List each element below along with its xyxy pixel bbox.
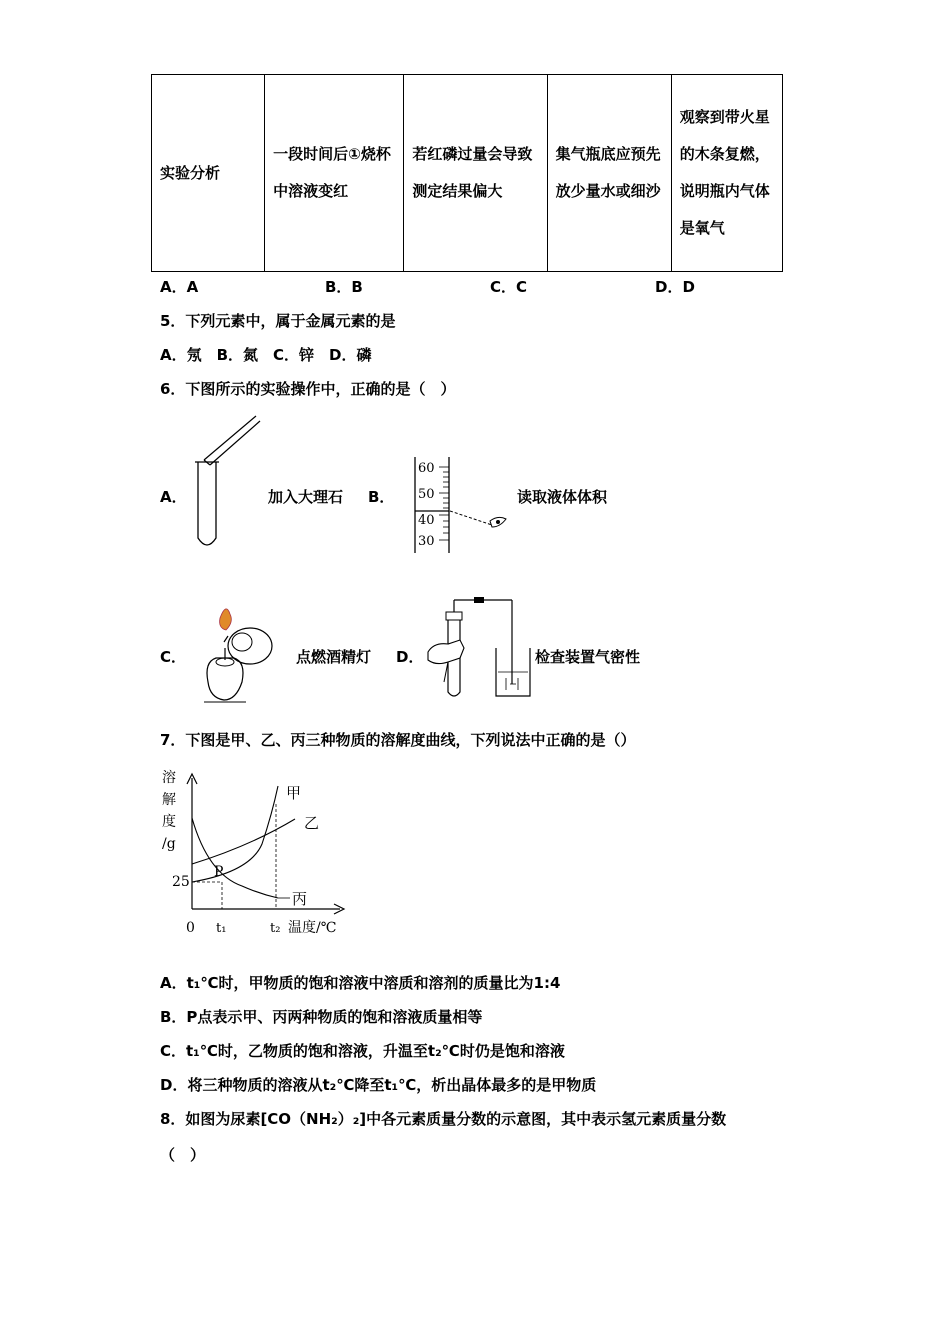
flame-icon [220,609,232,630]
ylabel-char-3: 度 [162,814,176,830]
table-row-label: 实验分析 [152,75,265,272]
q8-paren: （ ） [160,1146,206,1164]
legend-jia: 甲 [286,784,302,802]
q6-option-d-text: 检查装置气密性 [535,648,641,666]
experiment-table [151,74,783,272]
x-tick-t2: t₂ [270,921,281,936]
table-cell-a: 一段时间后①烧杯中溶液变红 [265,75,404,272]
airtightness-figure [424,592,534,704]
tick-40: 40 [418,513,435,528]
series-jia-line [192,786,278,882]
q6-stem: 6．下图所示的实验操作中，正确的是（ ） [160,380,456,398]
table-cell-b: 若红磷过量会导致测定结果偏大 [404,75,547,272]
point-p-label: P [214,864,224,880]
hand-icon [428,640,464,664]
q6-option-d-letter[interactable]: D． [396,648,424,666]
legend-bing: 丙 [292,890,308,908]
xlabel: 温度/℃ [288,920,337,936]
y-tick-25: 25 [172,874,190,890]
graduated-cylinder-figure [412,455,512,555]
q4-option-a[interactable]: A．A [160,278,199,296]
legend-yi: 乙 [304,814,320,832]
q6-option-b-text: 读取液体体积 [517,488,608,506]
series-bing-line [192,818,278,898]
ylabel-char-4: /g [162,836,176,852]
q5-stem: 5．下列元素中，属于金属元素的是 [160,312,396,330]
x-tick-0: 0 [186,920,195,936]
q4-option-c[interactable]: C．C [490,278,528,296]
q8-stem: 8．如图为尿素[CO（NH₂）₂]中各元素质量分数的示意图，其中表示氢元素质量分数 [160,1110,727,1128]
q5-options[interactable]: A．氖 B．氮 C．锌 D．磷 [160,346,372,364]
tick-60: 60 [418,461,435,476]
q6-option-a-text: 加入大理石 [268,488,344,506]
q6-option-c-letter[interactable]: C． [160,648,187,666]
q7-option-d[interactable]: D．将三种物质的溶液从t₂℃降至t₁℃，析出晶体最多的是甲物质 [160,1076,597,1094]
q7-option-b[interactable]: B．P点表示甲、丙两种物质的饱和溶液质量相等 [160,1008,483,1026]
q6-option-c-text: 点燃酒精灯 [296,648,372,666]
ylabel-char-1: 溶 [162,770,176,786]
q7-option-c[interactable]: C．t₁℃时，乙物质的饱和溶液，升温至t₂℃时仍是饱和溶液 [160,1042,565,1060]
q4-option-d[interactable]: D．D [655,278,695,296]
alcohol-lamp-figure [190,600,282,708]
q4-option-b[interactable]: B．B [325,278,363,296]
q7-stem: 7．下图是甲、乙、丙三种物质的溶解度曲线，下列说法中正确的是（） [160,731,636,749]
series-yi-line [192,819,295,864]
q6-option-b-letter[interactable]: B． [368,488,395,506]
ylabel-char-2: 解 [162,792,176,808]
test-tube-figure [188,410,268,555]
tick-50: 50 [418,487,435,502]
q6-option-a-letter[interactable]: A． [160,488,187,506]
table-cell-c: 集气瓶底应预先放少量水或细沙 [547,75,671,272]
table-cell-d: 观察到带火星的木条复燃，说明瓶内气体是氧气 [671,75,782,272]
q7-option-a[interactable]: A．t₁℃时，甲物质的饱和溶液中溶质和溶剂的质量比为1:4 [160,974,561,992]
solubility-chart [150,764,355,942]
x-tick-t1: t₁ [216,921,227,936]
tick-30: 30 [418,534,435,549]
